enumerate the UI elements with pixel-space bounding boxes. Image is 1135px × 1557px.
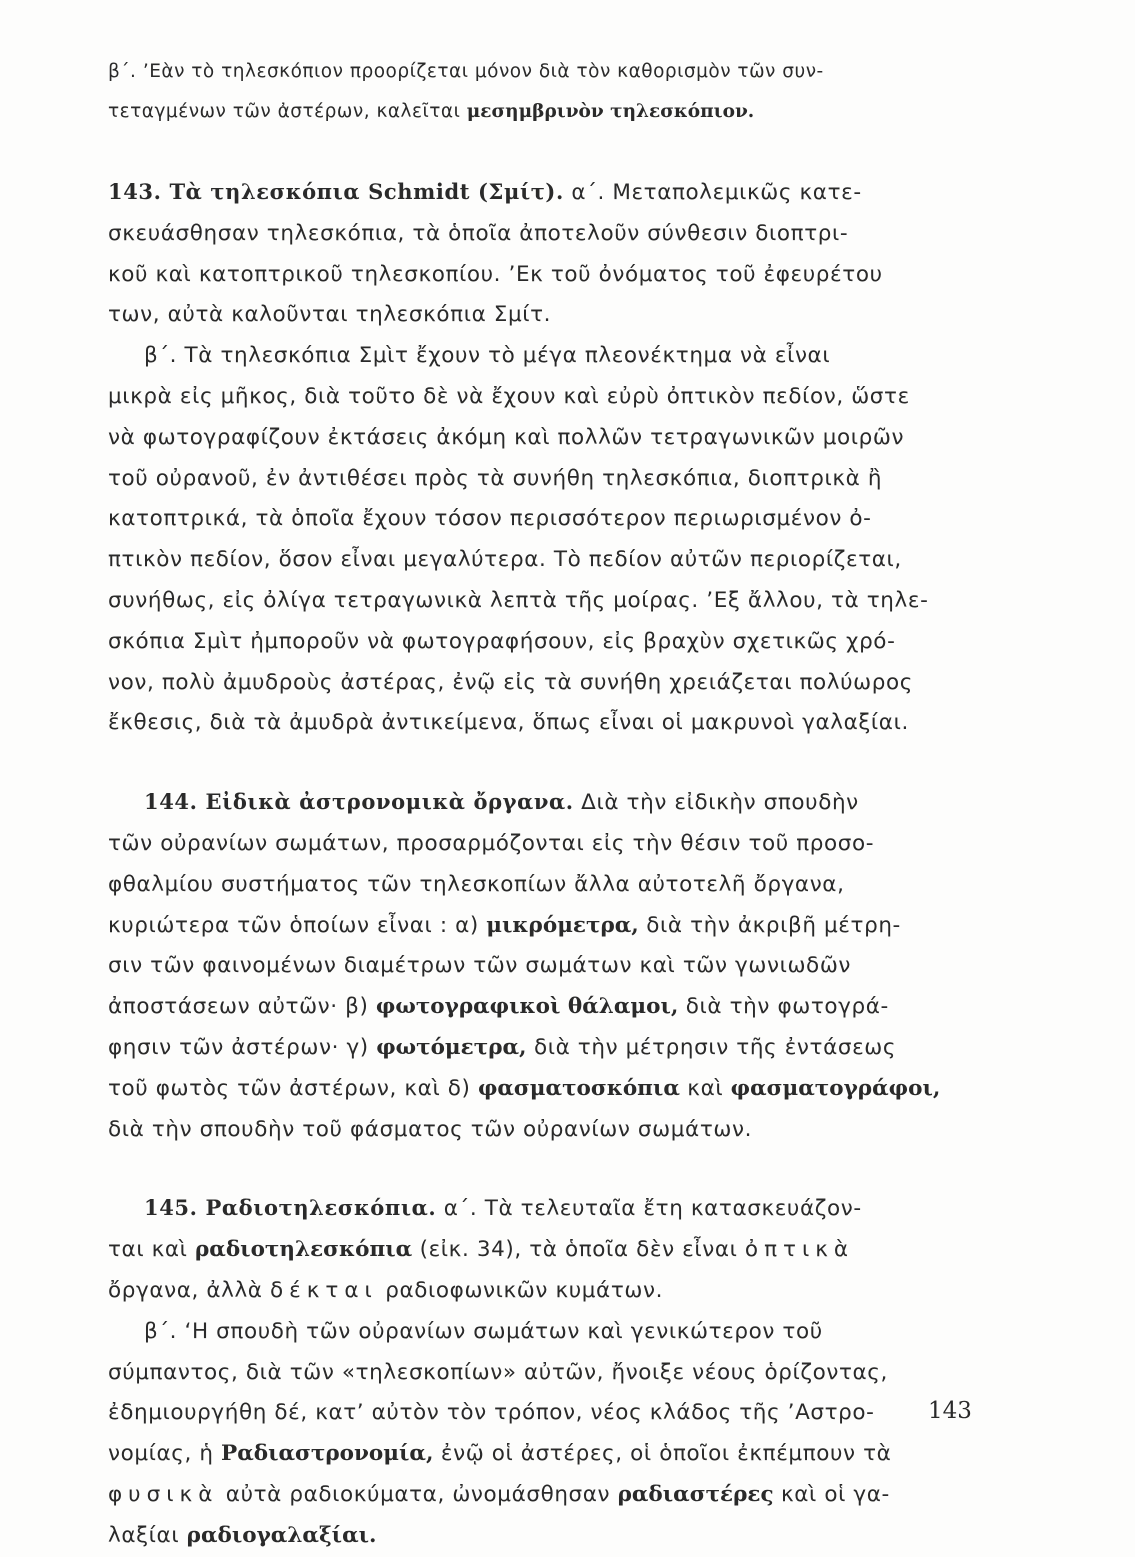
text-run: α΄. Τὰ τελευταῖα ἔτη κατασκευάζον- <box>436 1196 862 1222</box>
text-line: κοῦ καὶ κατοπτρικοῦ τηλεσκοπίου. ’Εκ τοῦ ὀνόματος τοῦ ἐφευρέτου <box>108 261 883 287</box>
text-run: διὰ τὴν φωτογρά- <box>678 994 889 1020</box>
text-run: λαξίαι <box>108 1522 187 1548</box>
term-bold: φασματοσκόπια <box>477 1075 680 1101</box>
text-run: διὰ τὴν μέτρησιν τῆς ἐντάσεως <box>526 1034 897 1060</box>
section-145 <box>108 1188 960 1556</box>
term-bold: φασματογράφοι, <box>730 1075 941 1101</box>
term-bold: μεσημβρινὸν τηλεσκόπιον. <box>466 101 755 122</box>
text-line: τοῦ οὐρανοῦ, ἐν ἀντιθέσει πρὸς τὰ συνήθη τηλεσκόπια, διοπτρικὰ ἢ <box>108 465 883 491</box>
text-run: αὐτὰ ραδιοκύματα, ὠνομάσθησαν <box>218 1481 618 1507</box>
text-run: Διὰ τὴν εἰδικὴν σπουδὴν <box>573 790 859 816</box>
text-line: συνήθως, εἰς ὀλίγα τετραγωνικὰ λεπτὰ τῆς μοίρας. ’Εξ ἄλλου, τὰ τηλε- <box>108 587 929 613</box>
text-run: τοῦ φωτὸς τῶν ἀστέρων, καὶ δ) <box>108 1075 478 1101</box>
text-line: σιν τῶν φαινομένων διαμέτρων τῶν σωμάτων καὶ τῶν γωνιωδῶν <box>108 953 852 979</box>
text-run: ἐνῷ οἱ ἀστέρες, οἱ ὁποῖοι ἐκπέμπουν τὰ <box>433 1441 892 1467</box>
text-line <box>108 782 960 824</box>
text-run: καὶ οἱ γα- <box>773 1481 890 1507</box>
text-line: ἐδημιουργήθη δέ, κατ’ αὐτὸν τὸν τρόπον, νέος κλάδος τῆς ’Αστρο- <box>108 1400 875 1426</box>
term-bold: μικρόμετρα, <box>486 912 639 938</box>
intro-paragraph <box>108 52 960 132</box>
term-bold: ραδιογαλαξίαι. <box>186 1522 377 1548</box>
text-line: β΄. ’Εὰν τὸ τηλεσκόπιον προορίζεται μόνον διὰ τὸν καθορισμὸν τῶν συν- <box>108 61 824 82</box>
text-line: πτικὸν πεδίον, ὅσον εἶναι μεγαλύτερα. Τὸ πεδίον αὐτῶν περιορίζεται, <box>108 547 902 573</box>
text-run: ἀποστάσεων αὐτῶν· β) <box>108 994 376 1020</box>
text-line <box>108 1516 960 1557</box>
text-line: σκόπια Σμὶτ ἠμποροῦν νὰ φωτογραφήσουν, εἰς βραχὺν σχετικῶς χρό- <box>108 628 896 654</box>
text-run: ραδιοφωνικῶν κυμάτων. <box>377 1277 664 1303</box>
text-run: διὰ τὴν ἀκριβῆ μέτρη- <box>638 912 901 938</box>
text-line <box>108 906 960 947</box>
text-run: α΄. Μεταπολεμικῶς κατε- <box>563 180 862 205</box>
spaced-term: φυσικὰ <box>108 1481 219 1507</box>
section-heading: 143. Τὰ τηλεσκόπια Schmidt (Σμίτ). <box>108 179 564 204</box>
text-line <box>108 987 960 1028</box>
term-bold: ραδιοτηλεσκόπια <box>194 1237 413 1263</box>
text-line: σκευάσθησαν τηλεσκόπια, τὰ ὁποῖα ἀποτελοῦν σύνθεσιν διοπτρι- <box>108 220 849 246</box>
section-heading: 144. Εἰδικὰ ἀστρονομικὰ ὄργανα. <box>144 789 574 815</box>
text-line <box>108 1069 960 1110</box>
text-line <box>108 1188 960 1230</box>
text-line: σύμπαντος, διὰ τῶν «τηλεσκοπίων» αὐτῶν, ἤνοιξε νέους ὁρίζοντας, <box>108 1359 888 1385</box>
text-line: β΄. ‘Η σπουδὴ τῶν οὐρανίων σωμάτων καὶ γενικώτερον τοῦ <box>144 1318 823 1344</box>
text-run: ὄργανα, ἀλλὰ <box>108 1277 270 1303</box>
text-run: φησιν τῶν ἀστέρων· γ) <box>108 1034 377 1060</box>
text-run: νομίας, ἡ <box>108 1441 222 1467</box>
text-line: φθαλμίου συστήματος τῶν τηλεσκοπίων ἄλλα αὐτοτελῆ ὄργανα, <box>108 871 845 897</box>
term-bold: Ραδιαστρονομία, <box>221 1441 434 1467</box>
text-line <box>108 1475 960 1516</box>
text-run: τεταγμένων τῶν ἀστέρων, καλεῖται <box>108 101 467 122</box>
text-run: κυριώτερα τῶν ὁποίων εἶναι : α) <box>108 912 487 938</box>
text-run: ται καὶ <box>108 1237 195 1263</box>
text-line: κατοπτρικά, τὰ ὁποῖα ἔχουν τόσον περισσότερον περιωρισμένον ὀ- <box>108 506 872 532</box>
spaced-term: δέκται <box>269 1277 378 1303</box>
text-line: νὰ φωτογραφίζουν ἐκτάσεις ἀκόμη καὶ πολλῶν τετραγωνικῶν μοιρῶν <box>108 424 905 450</box>
text-line: ἔκθεσις, διὰ τὰ ἀμυδρὰ ἀντικείμενα, ὅπως εἶναι οἱ μακρυνοὶ γαλαξίαι. <box>108 710 909 736</box>
text-line: των, αὐτὰ καλοῦνται τηλεσκόπια Σμίτ. <box>108 302 552 328</box>
section-heading: 145. Ραδιοτηλεσκόπια. <box>144 1195 437 1221</box>
text-run: καὶ <box>679 1075 731 1101</box>
text-line: διὰ τὴν σπουδὴν τοῦ φάσματος τῶν οὐρανίων σωμάτων. <box>108 1116 753 1142</box>
term-bold: ραδιαστέρες <box>617 1481 774 1507</box>
text-line <box>108 1271 960 1312</box>
text-line: νον, πολὺ ἀμυδροὺς ἀστέρας, ἐνῷ εἰς τὰ συνήθη χρειάζεται πολύωρος <box>108 669 913 695</box>
text-line <box>108 1028 960 1069</box>
text-run: (εἰκ. 34), τὰ ὁποῖα δὲν εἶναι <box>412 1237 745 1263</box>
text-line: τῶν οὐρανίων σωμάτων, προσαρμόζονται εἰς τὴν θέσιν τοῦ προσο- <box>108 830 875 856</box>
text-line <box>108 1230 960 1271</box>
text-line <box>108 172 960 214</box>
text-line: μικρὰ εἰς μῆκος, διὰ τοῦτο δὲ νὰ ἔχουν καὶ εὐρὺ ὀπτικὸν πεδίον, ὥστε <box>108 383 910 409</box>
section-143 <box>108 172 960 744</box>
spaced-term: ὀπτικὰ <box>744 1237 855 1263</box>
term-bold: φωτόμετρα, <box>376 1034 527 1060</box>
page-number: 143 <box>928 1398 972 1424</box>
text-line <box>108 1434 960 1475</box>
section-144 <box>108 782 960 1150</box>
term-bold: φωτογραφικοὶ θάλαμοι, <box>375 994 679 1020</box>
book-page <box>108 52 960 1557</box>
text-line: β΄. Τὰ τηλεσκόπια Σμὶτ ἔχουν τὸ μέγα πλεονέκτημα νὰ εἶναι <box>144 343 831 369</box>
text-line <box>108 92 960 132</box>
